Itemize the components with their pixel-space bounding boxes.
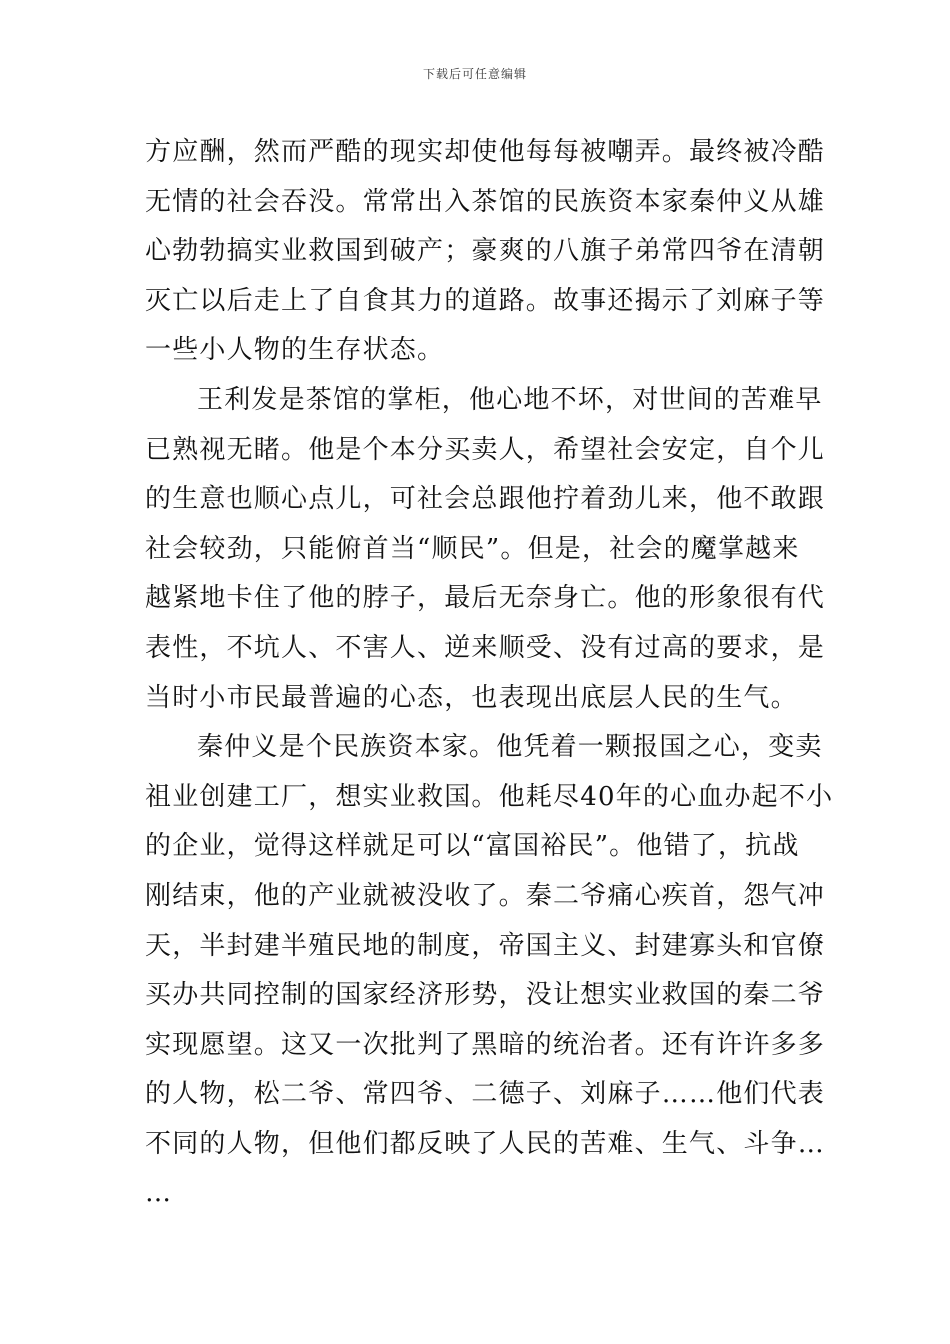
text-line: 不同的人物，但他们都反映了人民的苦难、生气、斗争…: [145, 1128, 826, 1159]
document-body: [145, 128, 834, 1219]
paragraph-2: [145, 376, 826, 723]
text-line: 的企业，觉得这样就足可以“富国裕民”。他错了，抗战: [145, 831, 800, 862]
text-line: 一些小人物的生存状态。: [145, 335, 445, 366]
paragraph-1: [145, 128, 826, 376]
text-line: 天，半封建半殖民地的制度，帝国主义、封建寡头和官僚: [145, 930, 826, 961]
text-line: 社会较劲，只能俯首当“顺民”。但是，社会的魔掌越来: [145, 533, 800, 564]
text-line: 实现愿望。这又一次批判了黑暗的统治者。还有许许多多: [145, 1029, 826, 1060]
text-line: 无情的社会吞没。常常出入茶馆的民族资本家秦仲义从雄: [145, 186, 826, 217]
text-line: 表性，不坑人、不害人、逆来顺受、没有过高的要求，是: [145, 632, 826, 663]
text-line: 的人物，松二爷、常四爷、二德子、刘麻子……他们代表: [145, 1079, 826, 1110]
text-line: 刚结束，他的产业就被没收了。秦二爷痛心疾首，怨气冲: [145, 880, 826, 911]
text-line: 当时小市民最普遍的心态，也表现出底层人民的生气。: [145, 682, 798, 713]
text-line: 心勃勃搞实业救国到破产；豪爽的八旗子弟常四爷在清朝: [145, 236, 826, 267]
text-line: 王利发是茶馆的掌柜，他心地不坏，对世间的苦难早: [197, 384, 823, 415]
text-line: 买办共同控制的国家经济形势，没让想实业救国的秦二爷: [145, 980, 826, 1011]
text-line: 越紧地卡住了他的脖子，最后无奈身亡。他的形象很有代: [145, 583, 826, 614]
text-line: …: [145, 1178, 173, 1209]
text-line: 祖业创建工厂，想实业救国。他耗尽40年的心血办起不小: [145, 781, 834, 812]
text-line: 已熟视无睹。他是个本分买卖人，希望社会安定，自个儿: [145, 434, 826, 465]
text-line: 方应酬，然而严酷的现实却使他每每被嘲弄。最终被冷酷: [145, 137, 826, 167]
paragraph-3: [145, 723, 834, 1219]
page-header: 下载后可任意编辑: [422, 67, 527, 81]
text-line: 灭亡以后走上了自食其力的道路。故事还揭示了刘麻子等: [145, 285, 826, 316]
text-line: 的生意也顺心点儿，可社会总跟他拧着劲儿来，他不敢跟: [145, 484, 826, 515]
text-line: 秦仲义是个民族资本家。他凭着一颗报国之心，变卖: [197, 732, 823, 763]
